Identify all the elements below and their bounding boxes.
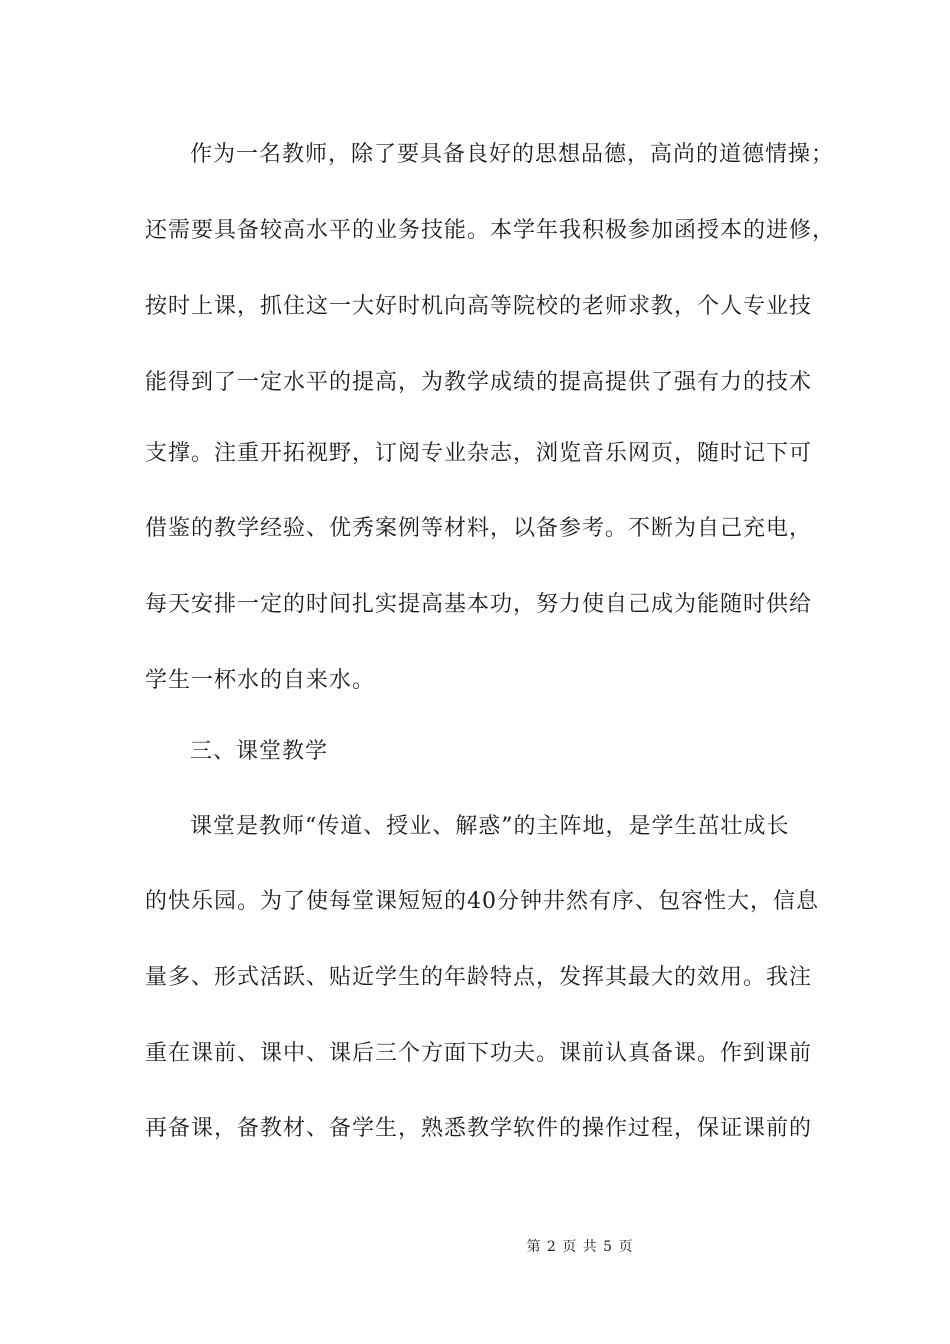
paragraph-line: 量多、形式活跃、贴近学生的年龄特点，发挥其最大的效用。我注 bbox=[145, 965, 813, 990]
paragraph-line: 支撑。注重开拓视野，订阅专业杂志，浏览音乐网页，随时记下可 bbox=[145, 441, 813, 466]
paragraph-line: 能得到了一定水平的提高，为教学成绩的提高提供了强有力的技术 bbox=[145, 370, 813, 395]
paragraph-line: 作为一名教师，除了要具备良好的思想品德，高尚的道德情操； bbox=[190, 142, 835, 167]
paragraph-line: 还需要具备较高水平的业务技能。本学年我积极参加函授本的进修， bbox=[145, 218, 836, 243]
paragraph-line: 按时上课，抓住这一大好时机向高等院校的老师求教，个人专业技 bbox=[145, 294, 813, 319]
page-number-footer: 第 2 页 共 5 页 bbox=[526, 1239, 634, 1255]
section-heading: 三、课堂教学 bbox=[190, 739, 329, 764]
paragraph-line: 学生一杯水的自来水。 bbox=[145, 668, 376, 693]
paragraph-line: 课堂是教师“传道、授业、解惑”的主阵地，是学生茁壮成长 bbox=[190, 814, 790, 839]
paragraph-line: 再备课，备教材、备学生，熟悉教学软件的操作过程，保证课前的 bbox=[145, 1116, 813, 1141]
paragraph-line: 每天安排一定的时间扎实提高基本功，努力使自己成为能随时供给 bbox=[145, 592, 813, 617]
paragraph-line: 的快乐园。为了使每堂课短短的40分钟井然有序、包容性大，信息 bbox=[145, 889, 819, 914]
paragraph-line: 重在课前、课中、课后三个方面下功夫。课前认真备课。作到课前 bbox=[145, 1041, 813, 1066]
paragraph-line: 借鉴的教学经验、优秀案例等材料，以备参考。不断为自己充电， bbox=[145, 516, 813, 541]
